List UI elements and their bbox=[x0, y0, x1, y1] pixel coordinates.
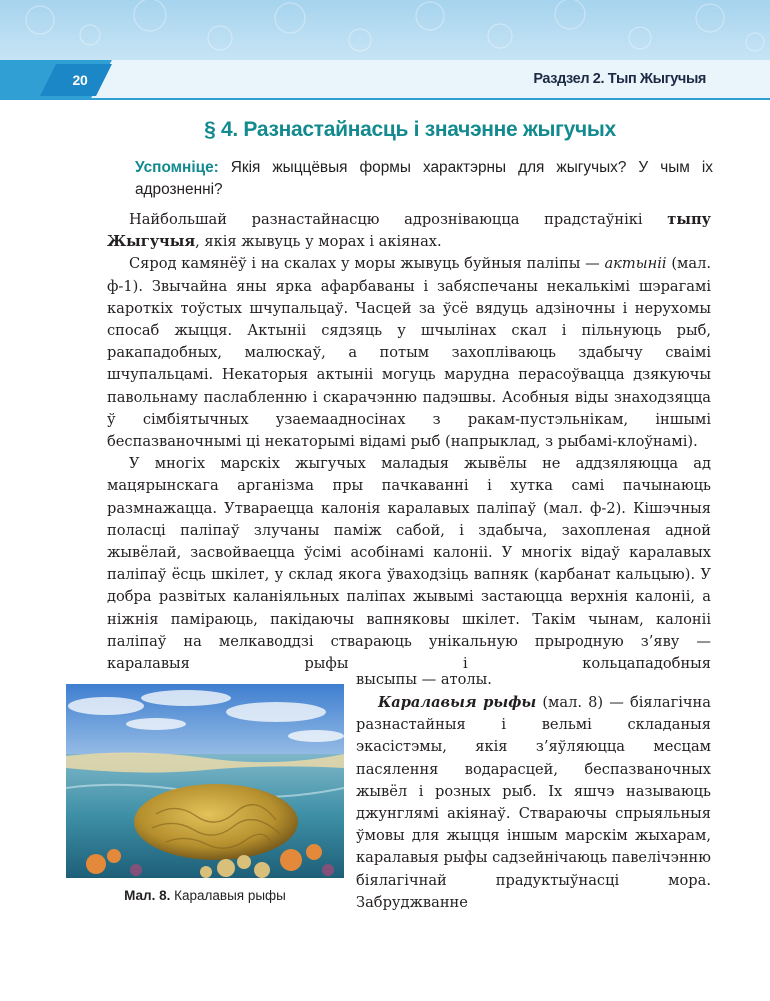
paragraph-1-text-end: , якія жывуць у морах і акіянах. bbox=[195, 233, 442, 251]
figure-label: Мал. 8. bbox=[124, 888, 171, 903]
page-number: 20 bbox=[72, 72, 88, 88]
body-text bbox=[107, 209, 711, 675]
recall-text: Якія жыццёвыя формы характэрны для жыгучых? У чым іх адрозненні? bbox=[135, 159, 713, 198]
paragraph-1 bbox=[107, 209, 711, 253]
coral-reef-photo bbox=[66, 684, 344, 878]
recall-label: Успомніце: bbox=[135, 159, 219, 176]
paragraph-1-text: Найбольшай разнастайнасцю адрозніваюцца прадстаўнікі bbox=[129, 211, 668, 228]
figure-caption-text: Каралавыя рыфы bbox=[170, 888, 286, 903]
paragraph-2-term: актыніі bbox=[604, 255, 667, 273]
page-title: § 4. Разнастайнасць і значэнне жыгучых bbox=[204, 118, 616, 141]
paragraph-1-term: тыпу Жыгучыя bbox=[107, 211, 711, 251]
coral-reef-term: Каралавыя рыфы bbox=[378, 694, 537, 711]
paragraph-3: У многіх марскіх жыгучых маладыя жывёлы не аддзяляюцца ад мацярынскага арганізма пры пачкаванні і хутка самі пачынаюць размнажацца. Утвараецца калонія каралавых паліпаў (мал. ф-2). Кішэчныя поласці паліпаў злучаны паміж сабой, і здабыча, захопленая адной жывёлай, засвойваецца ўсімі асобінамі калоніі. У многіх відаў каралавых паліпаў ёсць шкілет, у склад якога ўваходзіць вапняк (карбанат кальцыю). У добра развітых каланіяльных паліпах жывымі застаюцца верхнія калоніі, а ніжнія паміраюць, пакідаючы вапняковы шкілет. Такім чынам, калоніі паліпаў на мелкаводдзі ствараюць унікальную прыродную з’яву — каралавыя рыфы і кольцападобныя bbox=[107, 455, 711, 673]
paragraph-2-text: Сярод камянёў і на скалах у моры жывуць буйныя паліпы — bbox=[129, 255, 605, 273]
paragraph-2-text-end: (мал. ф-1). Звычайна яны ярка афарбаваны і забяспечаны некалькімі шэрагамі кароткіх тоўстых шчупальцаў. Часцей за ўсё вядуць адзіночны і нерухомы спосаб жыцця. Актыніі сядзяць у шчылінах скал і пільнуюць рыб, ракападобных, малюскаў, а потым захопліваюць здабычу сваімі шчупальцамі. Некаторыя актыніі могуць марудна перасоўвацца дзякуючы павольнаму паслабленню і скарачэнню падэшвы. Асобныя віды знаходзяцца ў сімбіятычных узаемаадносінах з ракам-пустэльнікам, іншымі беспазваночнымі ці некаторымі відамі рыб (напрыклад, з рыбамі-клоўнамі). bbox=[107, 255, 711, 451]
coral-reef-text: (мал. 8) — біялагічна разнастайныя і вельмі складаныя экасістэмы, якія з’яўляюцца месцам пасялення водарасцей, беспазваночных жывёл і розных рыб. Іх яшчэ называюць джунглямі акіянаў. Ствараючы спрыяльныя ўмовы для жыцця іншым марскім жыхарам, каралавыя рыфы садзейнічаюць павелічэнню біялагічнай прадуктыўнасці мора. Забруджванне bbox=[356, 694, 711, 911]
paragraph-3-tail: высыпы — атолы. bbox=[356, 671, 492, 688]
section-title: Раздзел 2. Тып Жыгучыя bbox=[533, 71, 706, 87]
figure-caption bbox=[66, 888, 344, 903]
recall-question bbox=[135, 157, 713, 201]
coral-reef-paragraph bbox=[356, 692, 711, 914]
paragraph-2 bbox=[107, 253, 711, 453]
